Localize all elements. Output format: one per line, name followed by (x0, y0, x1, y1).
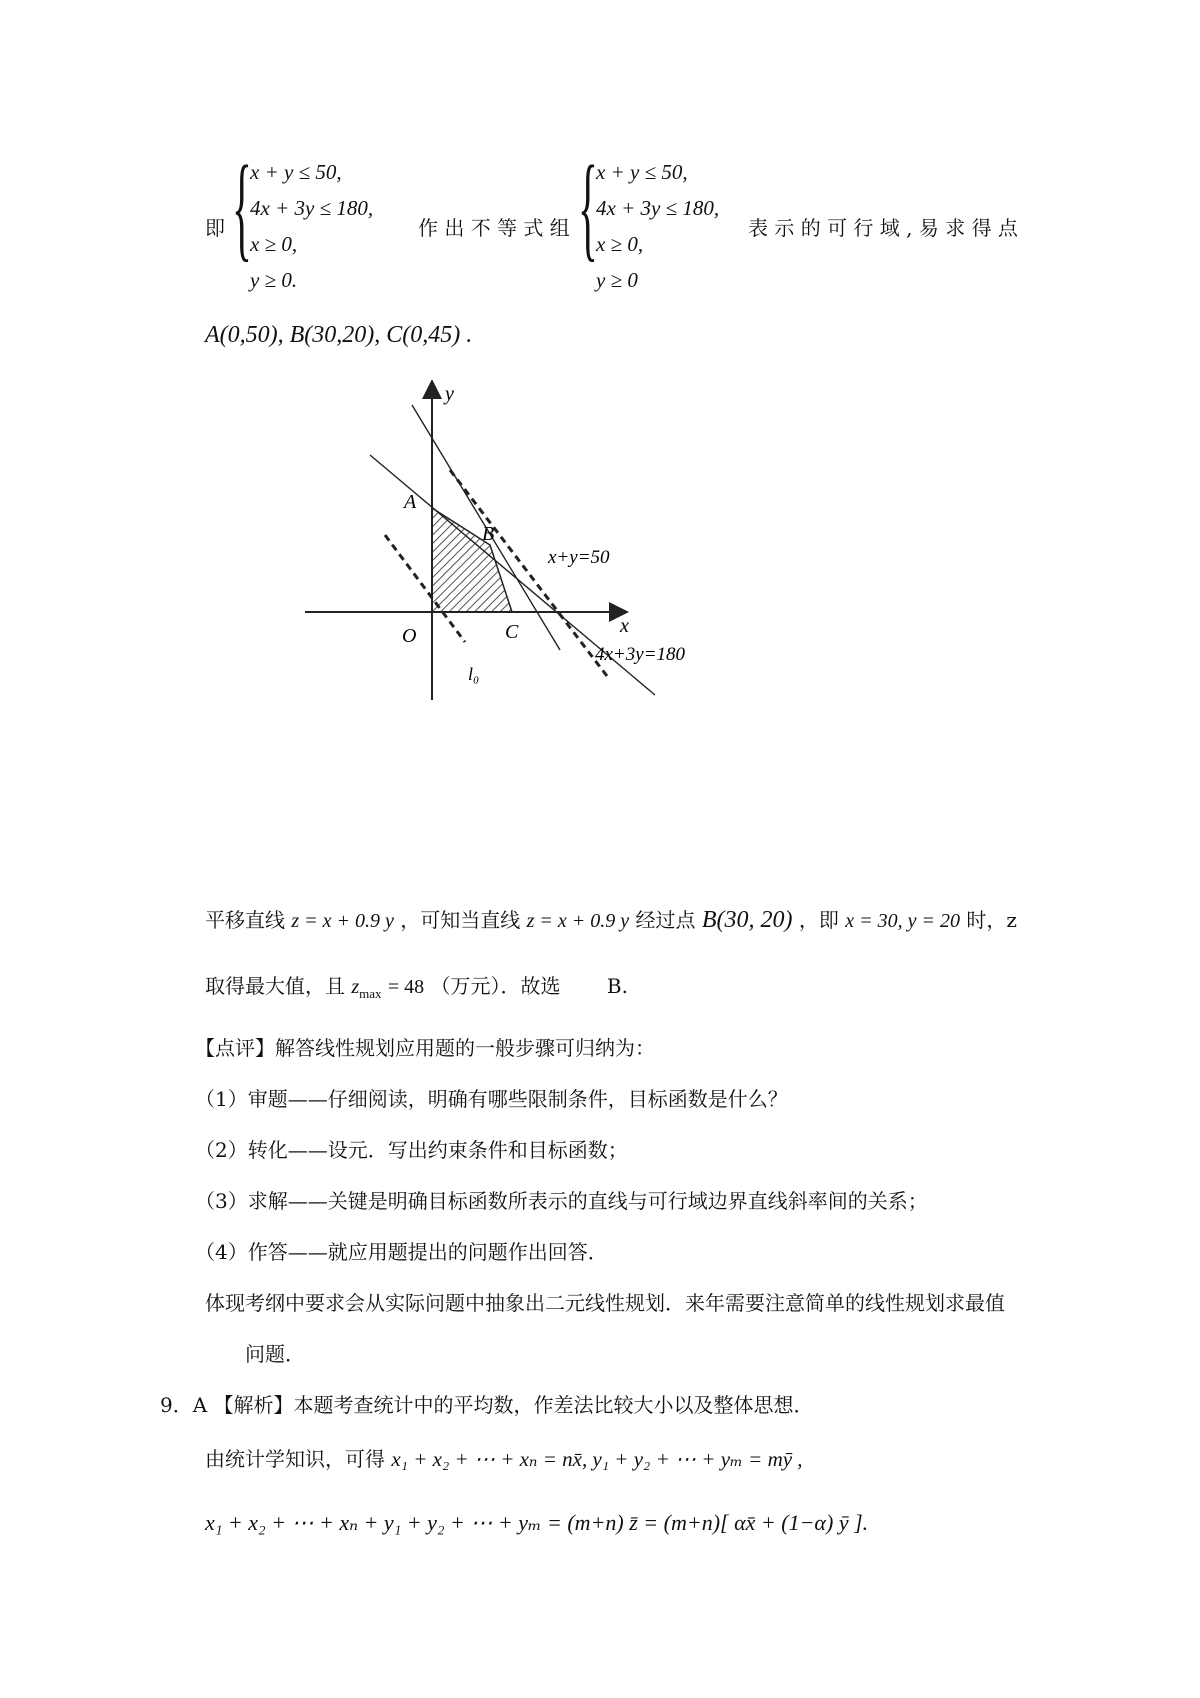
system2-line-4: y ≥ 0 (596, 268, 638, 292)
q9-heading: 9．A 【解析】本题考查统计中的平均数，作差法比较大小以及整体思想． (160, 1393, 814, 1417)
points-line: A(0,50), B(30,20), C(0,45) . (205, 322, 473, 348)
para1-line2 (205, 970, 628, 1002)
p1-text-5: 时，z (966, 908, 1017, 932)
p1-text-1: 平移直线 (205, 908, 285, 932)
feasible-region (432, 508, 512, 612)
point-b-label: B (482, 523, 495, 545)
origin-label: O (402, 625, 417, 647)
q9-line1-math: x₁ + x₂ + ⋯ + xₙ = nx̄, y₁ + y₂ + ⋯ + yₘ = mȳ , (391, 1447, 803, 1471)
left-brace: { (232, 141, 252, 272)
system-middle-text: 作 出 不 等 式 组 (418, 216, 570, 240)
q9-line1 (205, 1443, 803, 1472)
review-step-2: （2）转化——设元．写出约束条件和目标函数； (195, 1138, 628, 1162)
line2-label: 4x+3y=180 (595, 644, 686, 665)
review-step-1: （1）审题——仔细阅读，明确有哪些限制条件，目标函数是什么？ (195, 1087, 788, 1111)
system-prefix: 即 (205, 216, 225, 240)
p1-math-4: x = 30, y = 20 (845, 910, 960, 932)
p1-math-3: B(30, 20) (701, 907, 793, 933)
review-note-2: 问题． (245, 1342, 305, 1366)
p1-math-2: z = x + 0.9 y (526, 910, 630, 932)
l0-label: l₀ (468, 664, 480, 684)
p2-text-2: （万元）．故选 (430, 974, 561, 998)
z-subscript: max (359, 986, 382, 1001)
system-line-1: x + y ≤ 50, (250, 160, 342, 184)
p1-math-1: z = x + 0.9 y (291, 910, 394, 932)
review-step-4: （4）作答——就应用题提出的问题作出回答． (195, 1240, 608, 1264)
review-step-3: （3）求解——关键是明确目标函数所表示的直线与可行域边界直线斜率间的关系； (195, 1189, 928, 1213)
system-line-4: y ≥ 0. (250, 268, 298, 292)
x-axis-label: x (620, 615, 629, 637)
y-axis-label: y (445, 383, 454, 405)
review-title: 【点评】解答线性规划应用题的一般步骤可归纳为： (195, 1036, 655, 1060)
z-symbol: z (351, 976, 360, 998)
p2-text-1: 取得最大值，且 (205, 974, 345, 998)
left-brace-2: { (578, 141, 598, 272)
system2-line-2: 4x + 3y ≤ 180, (596, 196, 720, 220)
point-c-label: C (505, 621, 519, 643)
feasible-region-figure (290, 380, 750, 710)
review-note-1: 体现考纲中要求会从实际问题中抽象出二元线性规划．来年需要注意简单的线性规划求最值 (205, 1291, 1005, 1315)
system-suffix-text: 表 示 的 可 行 域 , 易 求 得 点 (748, 216, 1018, 240)
line1-label: x+y=50 (548, 547, 610, 568)
p1-text-4: ，即 (798, 908, 839, 932)
answer-choice: B. (606, 974, 628, 998)
system2-line-3: x ≥ 0, (596, 232, 644, 256)
point-a-label: A (404, 491, 417, 513)
system-line-2: 4x + 3y ≤ 180, (250, 196, 374, 220)
q9-line2-math: x₁ + x₂ + ⋯ + xₙ + y₁ + y₂ + ⋯ + yₘ = (m+n) z̄ = (m+n)[ αx̄ + (1−α) ȳ ]. (205, 1510, 869, 1535)
q9-line1-text: 由统计学知识，可得 (205, 1447, 385, 1471)
p1-text-3: 经过点 (635, 908, 696, 932)
para1-line1 (205, 904, 1017, 934)
system-line-3: x ≥ 0, (250, 232, 298, 256)
p1-text-2: ，可知当直线 (400, 908, 521, 932)
system2-line-1: x + y ≤ 50, (596, 160, 688, 184)
z-max-value: = 48 (387, 976, 425, 998)
